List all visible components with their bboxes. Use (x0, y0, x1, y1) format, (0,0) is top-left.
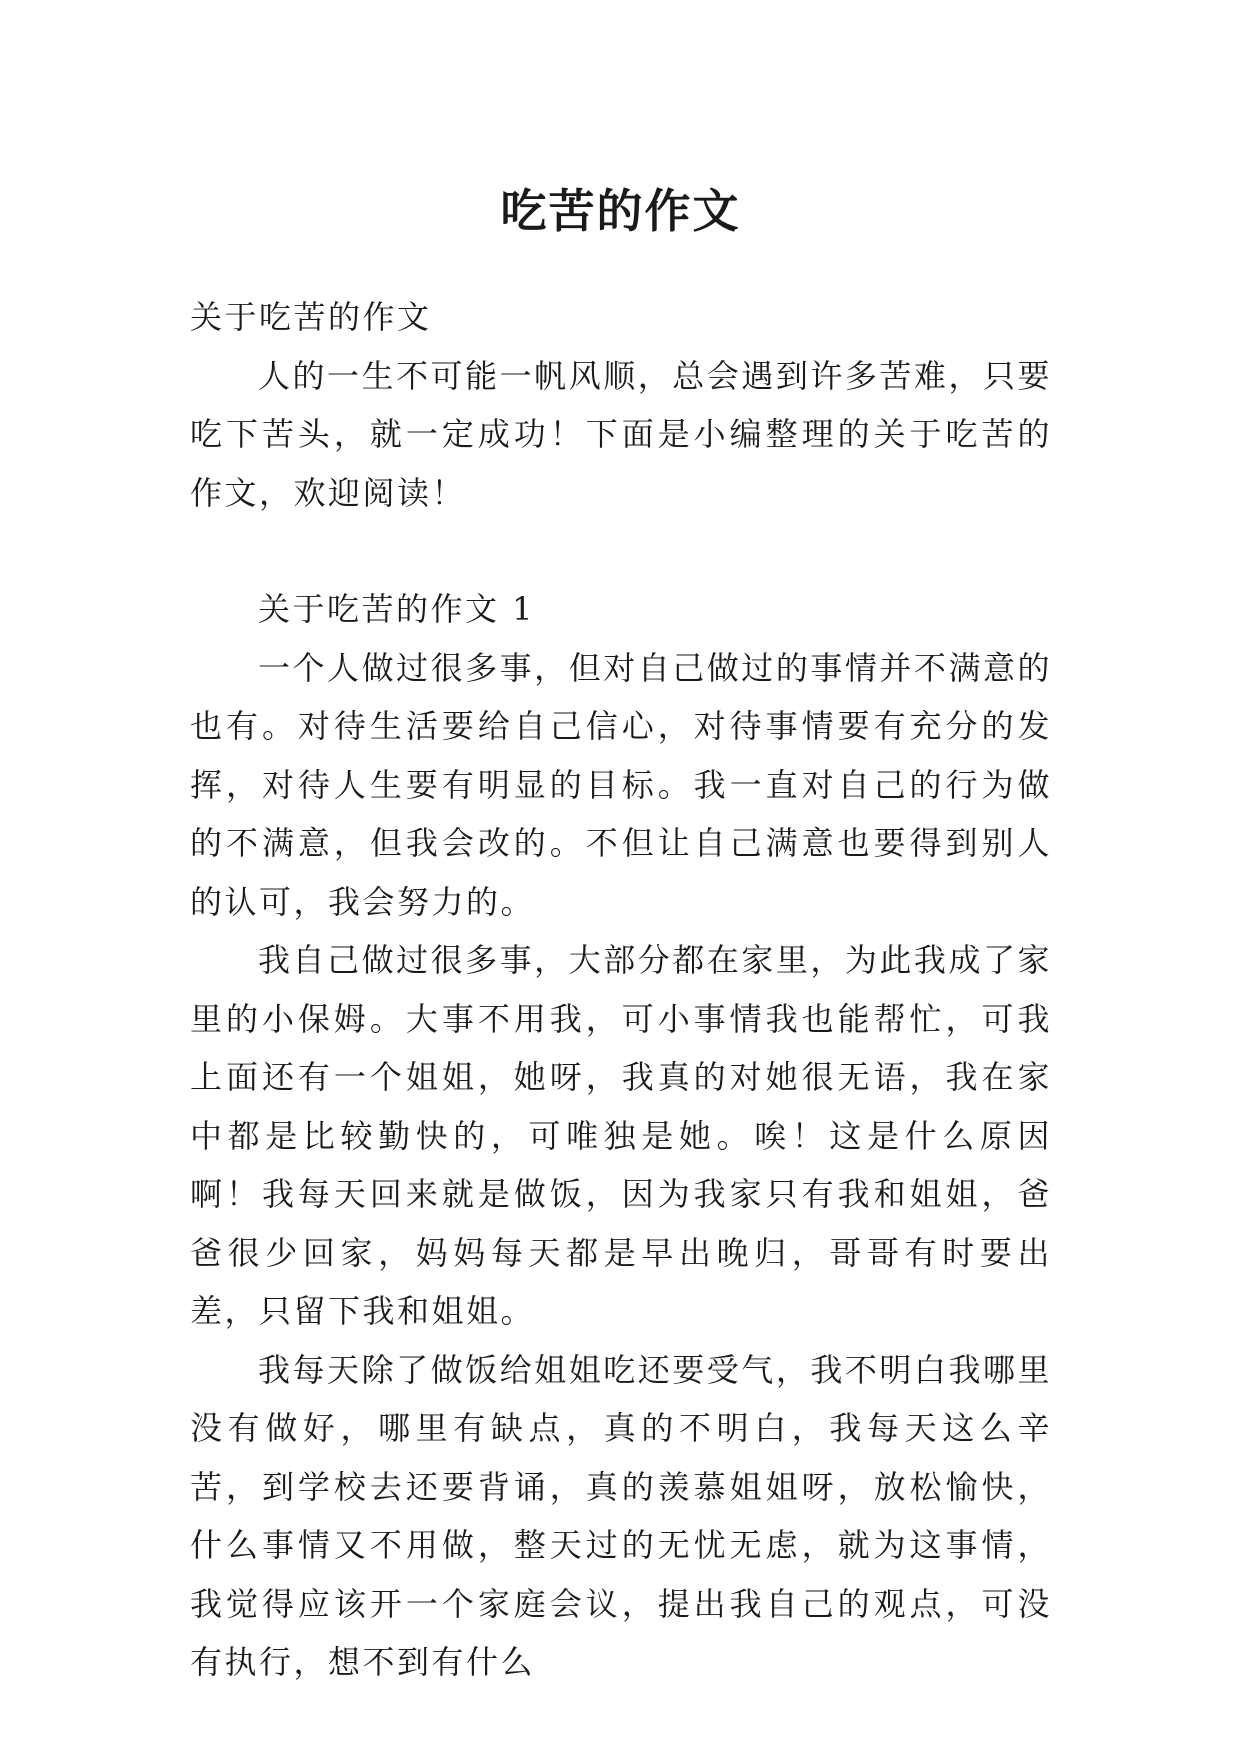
body-paragraph-2: 我自己做过很多事，大部分都在家里，为此我成了家里的小保姆。大事不用我，可小事情我也能帮忙，可我上面还有一个姐姐，她呀，我真的对她很无语，我在家中都是比较勤快的，可唯独是她。唉！这是什么原因啊！我每天回来就是做饭，因为我家只有我和姐姐，爸爸很少回家，妈妈每天都是早出晚归，哥哥有时要出差，只留下我和姐姐。 (190, 941, 1052, 1330)
paragraph-spacer (190, 522, 1052, 580)
body-paragraph-3: 我每天除了做饭给姐姐吃还要受气，我不明白我哪里没有做好，哪里有缺点，真的不明白，我每天这么辛苦，到学校去还要背诵，真的羡慕姐姐呀，放松愉快，什么事情又不用做，整天过的无忧无虑，就为这事情，我觉得应该开一个家庭会议，提出我自己的观点，可没有执行，想不到有什么 (190, 1350, 1052, 1681)
document-body (190, 288, 1052, 1692)
body-paragraph-1: 一个人做过很多事，但对自己做过的事情并不满意的也有。对待生活要给自己信心，对待事情要有充分的发挥，对待人生要有明显的目标。我一直对自己的行为做的不满意，但我会改的。不但让自己满意也要得到别人的认可，我会努力的。 (190, 648, 1052, 921)
document-subtitle: 关于吃苦的作文 (190, 298, 432, 336)
document-title: 吃苦的作文 (500, 183, 741, 238)
section-heading: 关于吃苦的作文 1 (258, 590, 536, 628)
intro-paragraph: 人的一生不可能一帆风顺，总会遇到许多苦难，只要吃下苦头，就一定成功！下面是小编整理的关于吃苦的作文，欢迎阅读！ (190, 356, 1052, 512)
